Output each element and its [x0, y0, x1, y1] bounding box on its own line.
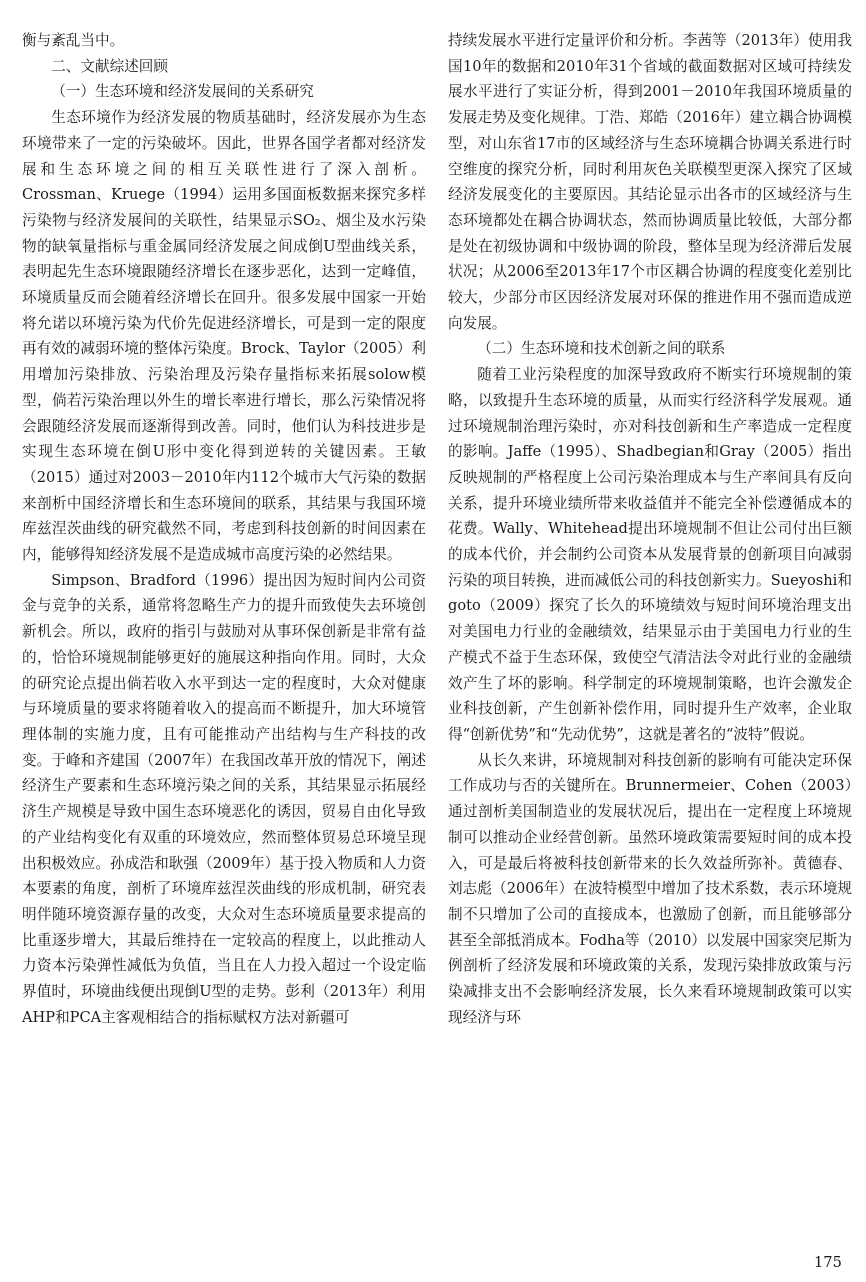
section-heading: 二、文献综述回顾 — [51, 57, 168, 75]
right-column — [448, 28, 852, 1030]
intro-tail: 衡与紊乱当中。 — [22, 32, 125, 49]
left-column — [22, 28, 426, 1030]
paragraph-1: 生态环境作为经济发展的物质基础时，经济发展亦为生态环境带来了一定的污染破坏。因此，世界各国学者都对经济发展和生态环境之间的相互关联性进行了深入剖析。Crossman、Kruege（1994）运用多国面板数据来探究多样污染物与经济发展间的关联性，结果显示SO₂、烟尘及水污染物的缺氧量指标与重金属同经济发展之间成倒U型曲线关系，表明起先生态环境跟随经济增长在逐步恶化，达到一定峰值，环境质量反而会随着经济增长在回升。很多发展中国家一开始将允诺以环境污染为代价先促进经济增长，可是到一定的限度再有效的减弱环境的整体污染度。Brock、Taylor（2005）利用增加污染排放、污染治理及污染存量指标来拓展solow模型，倘若污染治理以外生的增长率进行增长，那么污染情况将会跟随经济发展而逐渐得到改善。同时，他们认为科技进步是实现生态环境在倒U形中变化得到逆转的关键因素。王敏（2015）通过对2003－2010年内112个城市大气污染的数据来剖析中国经济增长和生态环境间的联系，其结果与我国环境库兹涅茨曲线的研究截然不同，考虑到科技创新的时间因素在内，能够得知经济发展不是造成城市高度污染的必然结果。 — [22, 109, 426, 564]
paragraph-3: 随着工业污染程度的加深导致政府不断实行环境规制的策略，以致提升生态环境的质量，从而实行经济科学发展观。通过环境规制治理污染时，亦对科技创新和生产率造成一定程度的影响。Jaffe（1995）、Shadbegian和Gray（2005）指出反映规制的严格程度上公司污染治理成本与生产率间具有反向关系，提升环境业绩所带来收益值并不能完全补偿遵循成本的花费。Wally、Whitehead提出环境规制不但让公司付出巨额的成本代价，并会制约公司资本从发展背景的创新项目向减弱污染的项目转换，进而减低公司的科技创新实力。Sueyoshi和goto（2009）探究了长久的环境绩效与短时间环境治理支出对美国电力行业的金融绩效，结果显示由于美国电力行业的生产模式不益于生态环保，致使空气清洁法令对此行业的金融绩效产生了坏的影响。科学制定的环境规制策略，也许会激发企业科技创新，产生创新补偿作用，同时提升生产效率，企业取得“创新优势”和“先动优势”，这就是著名的“波特”假说。 — [448, 366, 852, 743]
page-number: 175 — [814, 1254, 842, 1271]
paragraph-continued: 持续发展水平进行定量评价和分析。李茜等（2013年）使用我国10年的数据和2010年31个省域的截面数据对区域可持续发展水平进行了实证分析，得到2001－2010年我国环境质量的发展走势及变化规律。丁浩、郑皓（2016年）建立耦合协调模型，对山东省17市的区域经济与生态环境耦合协调关系进行时空维度的探究分析，同时利用灰色关联模型更深入探究了区域经济发展变化的主要原因。其结论显示出各市的区域经济与生态环境都处在耦合协调状态，然而协调质量比较低，大部分都是处在初级协调和中级协调的阶段，整体呈现为经济滞后发展状况；从2006至2013年17个市区耦合协调的程度变化差别比较大，少部分市区因经济发展对环保的推进作用不强而造成逆向发展。 — [448, 32, 852, 332]
paragraph-2: Simpson、Bradford（1996）提出因为短时间内公司资金与竞争的关系，通常将忽略生产力的提升而致使失去环境创新机会。所以，政府的指引与鼓励对从事环保创新是非常有益的，恰恰环境规制能够更好的施展这种指向作用。同时，大众的研究论点提出倘若收入水平到达一定的程度时，大众对健康与环境质量的要求将随着收入的提高而不断提升，加大环境管理体制的实施力度，且有可能推动产出结构与生产科技的改变。于峰和齐建国（2007年）在我国改革开放的情况下，阐述经济生产要素和生态环境污染之间的关系，其结果显示拓展经济生产规模是导致中国生态环境恶化的诱因，贸易自由化导致的产业结构变化有双重的环境效应，然而整体贸易总环境呈现出积极效应。孙成浩和耿强（2009年）基于投入物质和人力资本要素的角度，剖析了环境库兹涅茨曲线的形成机制，研究表明伴随环境资源存量的改变，大众对生态环境质量要求提高的比重逐步增大，其最后维持在一定较高的程度上，以此推动人力资本污染弹性减低为负值，当且在人力投入超过一个设定临界值时，环境曲线便出现倒U型的走势。彭利（2013年）利用AHP和PCA主客观相结合的指标赋权方法对新疆可 — [22, 571, 426, 1026]
paragraph-4: 从长久来讲，环境规制对科技创新的影响有可能决定环保工作成功与否的关键所在。Brunnermeier、Cohen（2003）通过剖析美国制造业的发展状况后，提出在一定程度上环境规制可以推动企业经营创新。虽然环境政策需要短时间的成本投入，可是最后将被科技创新带来的长久效益所弥补。黄德春、刘志彪（2006年）在波特模型中增加了技术系数，表示环境规制不只增加了公司的直接成本，也激励了创新，而且能够部分甚至全部抵消成本。Fodha等（2010）以发展中国家突尼斯为例剖析了经济发展和环境政策的关系，发现污染排放政策与污染减排支出不会影响经济发展，长久来看环境规制政策可以实现经济与环 — [448, 751, 852, 1026]
subsection-heading-2: （二）生态环境和技术创新之间的联系 — [477, 340, 726, 358]
subsection-heading-1: （一）生态环境和经济发展间的关系研究 — [51, 83, 314, 101]
